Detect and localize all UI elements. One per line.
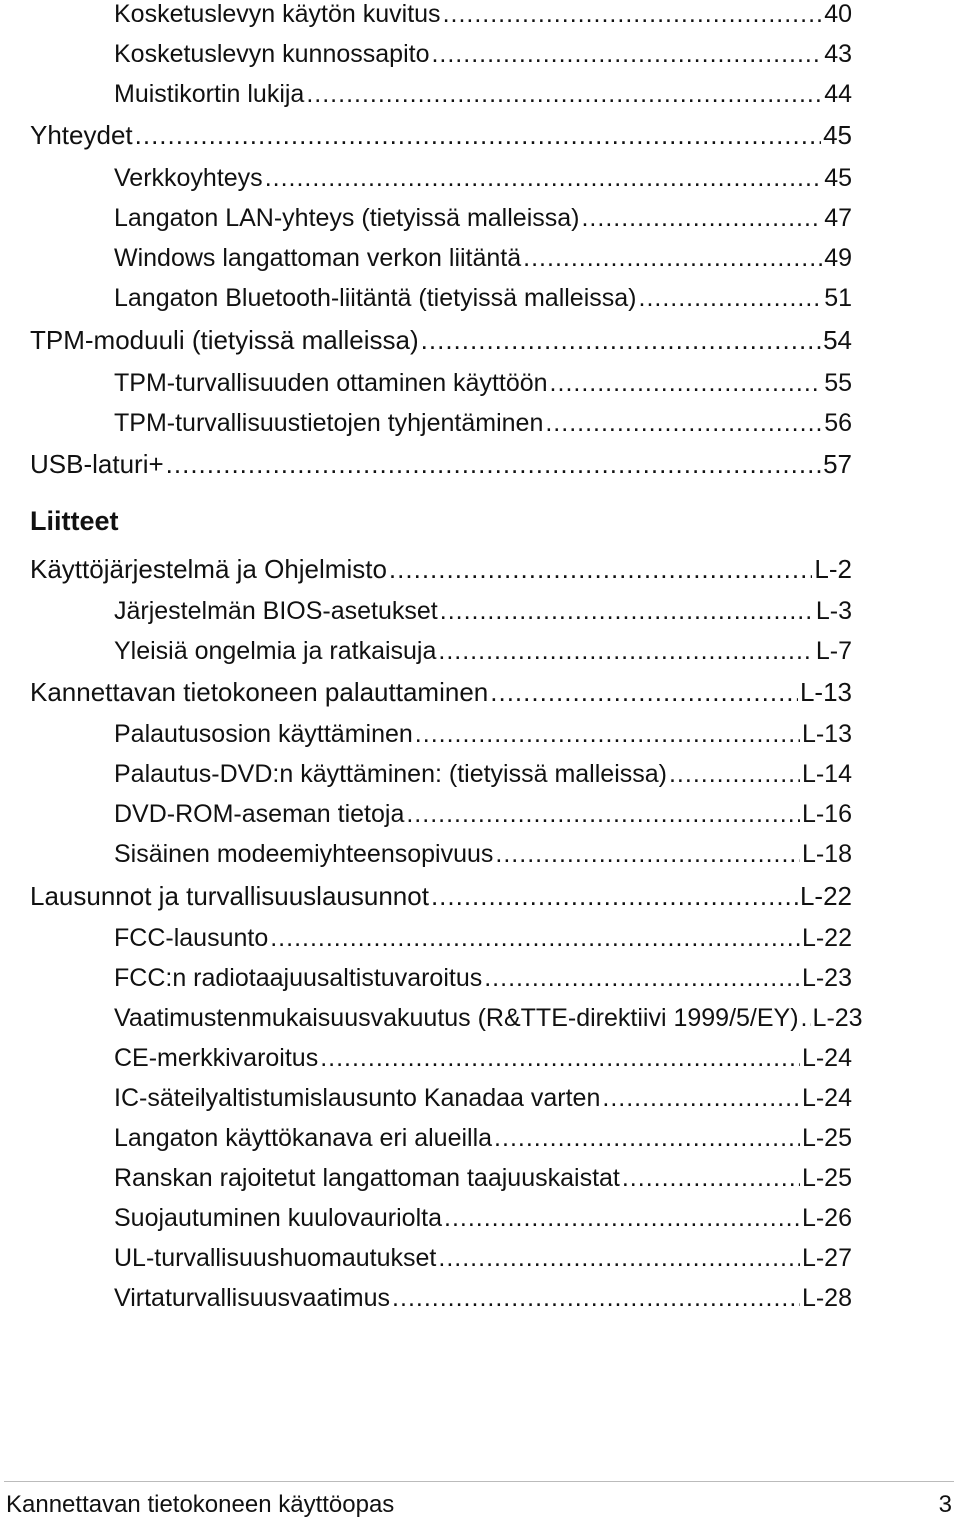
toc-entry[interactable]: [114, 964, 852, 993]
dot-leader: [306, 80, 822, 109]
toc-entry[interactable]: [114, 409, 852, 438]
toc-entry-title: Verkkoyhteys: [114, 164, 263, 192]
toc-entry-page: 45: [823, 120, 852, 150]
toc-entry[interactable]: [114, 800, 852, 829]
dot-leader: [406, 800, 800, 829]
toc-entry-title: Langaton käyttökanava eri alueilla: [114, 1124, 493, 1152]
toc-entry-title: FCC-lausunto: [114, 924, 269, 952]
dot-leader: [431, 40, 822, 69]
toc-entry-title: Windows langattoman verkon liitäntä: [114, 244, 522, 272]
toc-entry-title: Ranskan rajoitetut langattoman taajuuskaistat: [114, 1164, 620, 1192]
toc-entry-page: 57: [823, 449, 852, 479]
toc-entry-page: L-22: [799, 881, 852, 911]
toc-entry-title: UL-turvallisuushuomautukset: [114, 1244, 437, 1272]
toc-entry-title: Kosketuslevyn käytön kuvitus: [114, 0, 441, 28]
toc-entry-page: L-2: [814, 554, 852, 584]
dot-leader: [669, 760, 800, 789]
toc-entry-page: L-3: [815, 597, 852, 625]
toc-entry-title: USB-laturi+: [30, 449, 164, 479]
toc-entry[interactable]: [114, 80, 852, 109]
toc-entry-page: L-28: [801, 1284, 852, 1312]
dot-leader: [166, 449, 821, 480]
toc-entry-page: 43: [824, 40, 852, 68]
dot-leader: [438, 637, 813, 666]
toc-entry[interactable]: [114, 40, 852, 69]
toc-entry[interactable]: [114, 284, 852, 313]
toc-entry-page: L-24: [801, 1044, 852, 1072]
toc-entry-page: 55: [824, 369, 852, 397]
dot-leader: [444, 1204, 800, 1233]
toc-entry-page: L-24: [801, 1084, 852, 1112]
dot-leader: [443, 0, 823, 29]
toc-entry[interactable]: [114, 204, 852, 233]
footer-divider: [4, 1481, 954, 1482]
toc-entry-page: 51: [824, 284, 852, 312]
dot-leader: [320, 1044, 800, 1073]
dot-leader: [495, 840, 800, 869]
toc-entry[interactable]: [30, 120, 852, 151]
page-number: 3: [938, 1491, 952, 1518]
toc-entry[interactable]: [114, 1004, 863, 1033]
dot-leader: [550, 369, 823, 398]
toc-entry[interactable]: [114, 1284, 852, 1313]
toc-entry-page: L-14: [801, 760, 852, 788]
toc-entry-title: Virtaturvallisuusvaatimus: [114, 1284, 391, 1312]
toc-entry-title: TPM-turvallisuustietojen tyhjentäminen: [114, 409, 544, 437]
toc-entry-title: Käyttöjärjestelmä ja Ohjelmisto: [30, 554, 387, 584]
toc-entry[interactable]: [114, 924, 852, 953]
dot-leader: [581, 204, 822, 233]
dot-leader: [523, 244, 822, 273]
dot-leader: [602, 1084, 800, 1113]
toc-entry-title: TPM-moduuli (tietyissä malleissa): [30, 325, 419, 355]
toc-entry-title: CE-merkkivaroitus: [114, 1044, 319, 1072]
toc-entry[interactable]: [114, 840, 852, 869]
toc-entry-title: Vaatimustenmukaisuusvakuutus (R&TTE-direktiivi 1999/5/EY): [114, 1004, 799, 1032]
toc-entry-title: Muistikortin lukija: [114, 80, 305, 108]
dot-leader: [494, 1124, 800, 1153]
toc-entry-page: L-26: [801, 1204, 852, 1232]
toc-entry[interactable]: [114, 597, 852, 626]
dot-leader: [392, 1284, 800, 1313]
toc-entry-page: L-25: [801, 1164, 852, 1192]
dot-leader: [415, 720, 800, 749]
toc-entry-page: 45: [824, 164, 852, 192]
toc-entry-title: TPM-turvallisuuden ottaminen käyttöön: [114, 369, 548, 397]
toc-entry-title: Langaton LAN-yhteys (tietyissä malleissa): [114, 204, 580, 232]
toc-entry-page: L-27: [801, 1244, 852, 1272]
toc-entry-title: Palautusosion käyttäminen: [114, 720, 413, 748]
dot-leader: [431, 881, 798, 912]
toc-entry-title: Kannettavan tietokoneen palauttaminen: [30, 677, 489, 707]
dot-leader: [440, 597, 814, 626]
dot-leader: [270, 924, 800, 953]
toc-entry[interactable]: [30, 325, 852, 356]
toc-entry-page: L-18: [801, 840, 852, 868]
toc-entry-page: 56: [824, 409, 852, 437]
dot-leader: [484, 964, 800, 993]
dot-leader: [622, 1164, 800, 1193]
toc-entry-title: Yleisiä ongelmia ja ratkaisuja: [114, 637, 437, 665]
toc-entry-page: L-22: [801, 924, 852, 952]
toc-entry-title: Järjestelmän BIOS-asetukset: [114, 597, 438, 625]
toc-entry-page: L-7: [815, 637, 852, 665]
footer-title: Kannettavan tietokoneen käyttöopas: [6, 1491, 395, 1518]
toc-entry-page: 49: [824, 244, 852, 272]
toc-entry-page: L-16: [801, 800, 852, 828]
dot-leader: [438, 1244, 800, 1273]
dot-leader: [545, 409, 822, 438]
toc-entry[interactable]: [114, 1124, 852, 1153]
toc-entry[interactable]: [114, 1204, 852, 1233]
toc-entry-title: Kosketuslevyn kunnossapito: [114, 40, 430, 68]
dot-leader: [135, 120, 821, 151]
toc-entry[interactable]: [114, 1244, 852, 1273]
dot-leader: [389, 554, 813, 585]
toc-entry-page: L-25: [801, 1124, 852, 1152]
toc-entry-title: Suojautuminen kuulovauriolta: [114, 1204, 442, 1232]
toc-entry[interactable]: [30, 881, 852, 912]
toc-entry-title: FCC:n radiotaajuusaltistuvaroitus: [114, 964, 483, 992]
toc-entry[interactable]: [30, 677, 852, 708]
toc-entry[interactable]: [30, 449, 852, 480]
toc-entry[interactable]: [114, 637, 852, 666]
toc-entry-page: L-23: [812, 1004, 863, 1032]
toc-entry[interactable]: [30, 554, 852, 585]
toc-entry-title: Yhteydet: [30, 120, 133, 150]
toc-entry[interactable]: [114, 244, 852, 273]
toc-entry[interactable]: [114, 164, 852, 193]
toc-entry[interactable]: [114, 369, 852, 398]
dot-leader: [801, 1004, 811, 1033]
toc-entry-page: 47: [824, 204, 852, 232]
toc-entry-title: Lausunnot ja turvallisuuslausunnot: [30, 881, 429, 911]
toc-entry-page: L-13: [799, 677, 852, 707]
dot-leader: [265, 164, 823, 193]
toc-entry-title: Langaton Bluetooth-liitäntä (tietyissä malleissa): [114, 284, 637, 312]
toc-entry-title: Palautus-DVD:n käyttäminen: (tietyissä malleissa): [114, 760, 667, 788]
dot-leader: [490, 677, 798, 708]
toc-entry-page: 40: [824, 0, 852, 28]
toc-entry-title: DVD-ROM-aseman tietoja: [114, 800, 405, 828]
toc-entry[interactable]: [114, 720, 852, 749]
section-heading: Liitteet: [30, 506, 119, 536]
toc-entry[interactable]: [114, 1084, 852, 1113]
toc-entry-page: 44: [824, 80, 852, 108]
toc-entry[interactable]: [114, 0, 852, 29]
dot-leader: [421, 325, 821, 356]
toc-entry-title: Sisäinen modeemiyhteensopivuus: [114, 840, 494, 868]
dot-leader: [639, 284, 823, 313]
toc-entry-page: 54: [823, 325, 852, 355]
toc-entry[interactable]: [114, 760, 852, 789]
toc-entry-page: L-13: [801, 720, 852, 748]
toc-entry-page: L-23: [801, 964, 852, 992]
toc-entry-title: IC-säteilyaltistumislausunto Kanadaa varten: [114, 1084, 601, 1112]
toc-entry[interactable]: [114, 1164, 852, 1193]
toc-entry[interactable]: [114, 1044, 852, 1073]
